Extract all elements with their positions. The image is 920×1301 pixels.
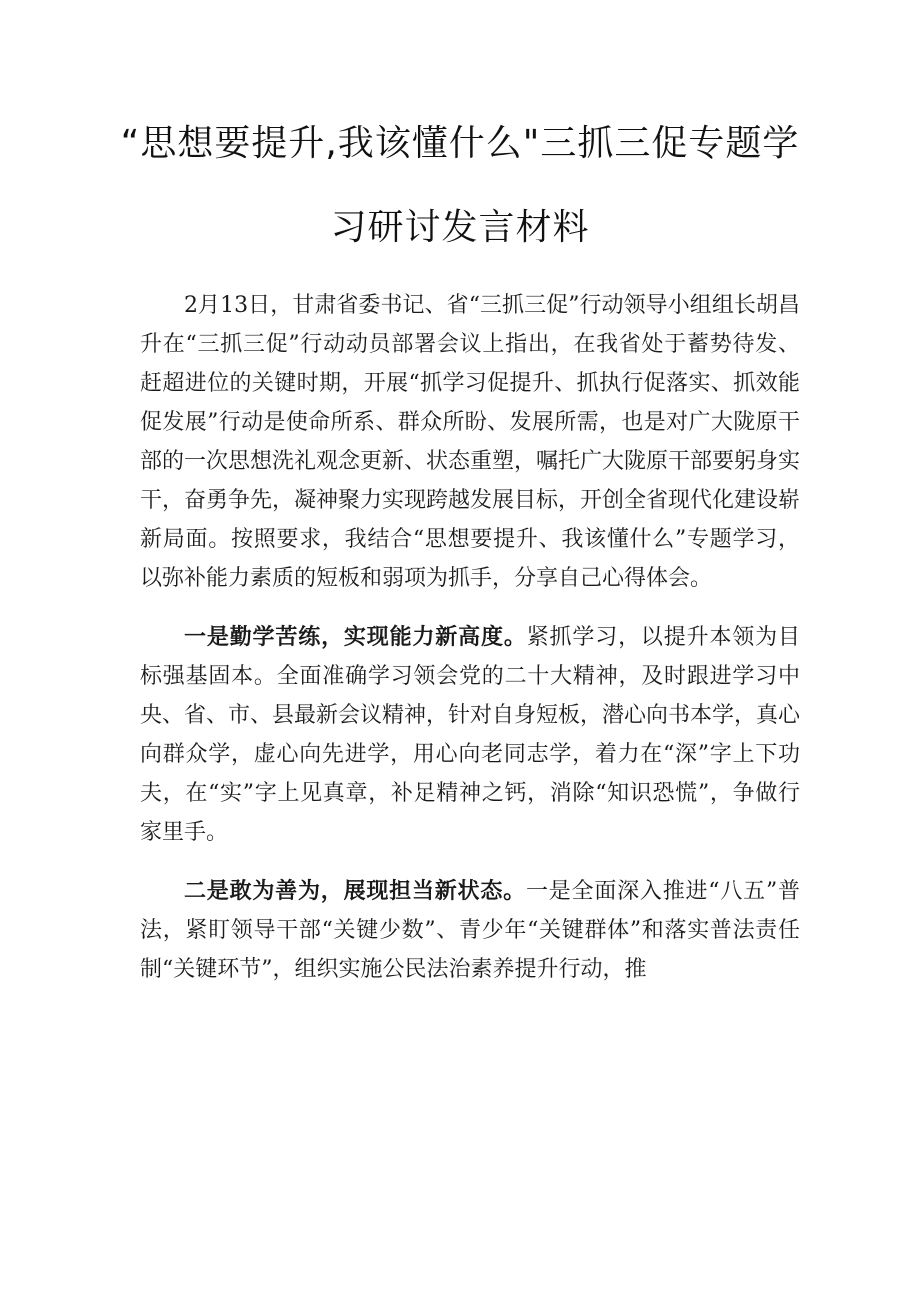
- paragraph-point-1-lead: 一是勤学苦练，实现能力新高度。: [184, 624, 527, 650]
- paragraph-point-2: [140, 872, 800, 989]
- document-title-line-1: “思想要提升,我该懂什么"三抓三促专题学: [120, 123, 800, 164]
- document-title-line-2: 习研讨发言材料: [330, 207, 590, 248]
- paragraph-point-1: [140, 618, 800, 852]
- paragraph-intro: [140, 286, 800, 598]
- paragraph-intro-text: 2月13日，甘肃省委书记、省“三抓三促”行动领导小组组长胡昌升在“三抓三促”行动动员部署会议上指出，在我省处于蓄势待发、赶超进位的关键时期，开展“抓学习促提升、抓执行促落实、抓效能促发展”行动是使命所系、群众所盼、发展所需，也是对广大陇原干部的一次思想洗礼观念更新、状态重塑，嘱托广大陇原干部要躬身实干，奋勇争先，凝神聚力实现跨越发展目标，开创全省现代化建设崭新局面。按照要求，我结合“思想要提升、我该懂什么”专题学习，以弥补能力素质的短板和弱项为抓手，分享自己心得体会。: [140, 293, 801, 591]
- paragraph-point-1-text: 紧抓学习，以提升本领为目标强基固本。全面准确学习领会党的二十大精神，及时跟进学习中央、省、市、县最新会议精神，针对自身短板，潜心向书本学，真心向群众学，虚心向先进学，用心向老同志学，着力在“深”字上下功夫，在“实”字上见真章，补足精神之钙，消除“知识恐慌”，争做行家里手。: [140, 625, 801, 845]
- paragraph-point-2-lead: 二是敢为善为，展现担当新状态。: [184, 878, 526, 904]
- document-body: [140, 286, 800, 1009]
- paragraph-point-2-text: 一是全面深入推进“八五”普法，紧盯领导干部“关键少数”、青少年“关键群体”和落实普法责任制“关键环节”，组织实施公民法治素养提升行动，推: [140, 879, 800, 982]
